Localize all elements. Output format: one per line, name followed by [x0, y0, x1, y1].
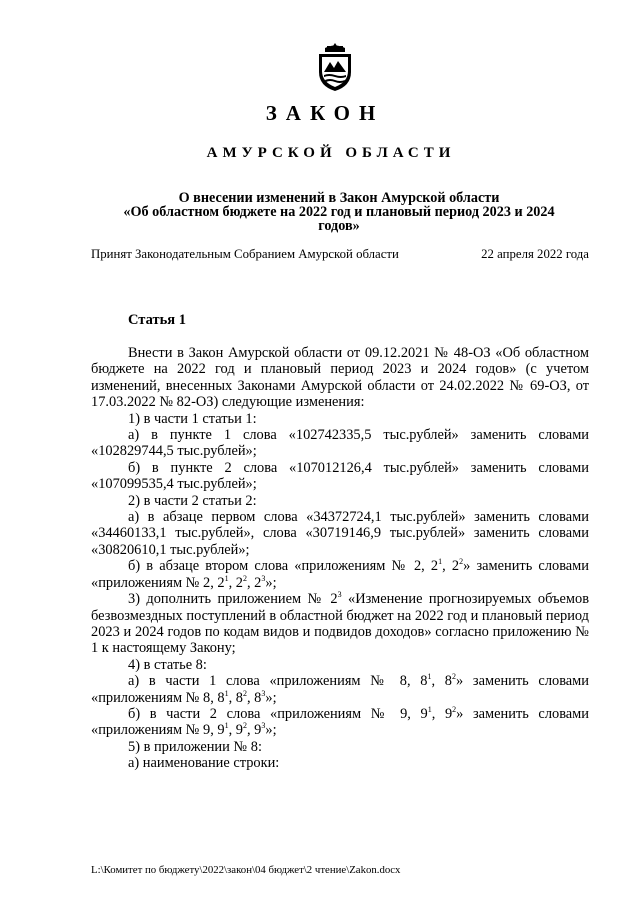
- adoption-line: [91, 247, 589, 262]
- region-title: АМУРСКОЙ ОБЛАСТИ: [206, 145, 456, 161]
- paragraph: а) в части 1 слова «приложениям № 8, $8^1$, $8^2$» заменить словами «приложениям № 8, $8^1$, $8^2$, $8^3$»;: [91, 672, 589, 706]
- subject-line: годов»: [318, 218, 360, 234]
- paragraph: 1) в части 1 статьи 1:: [128, 410, 257, 427]
- paragraph: 3) дополнить приложением № $2^3$ «Изменение прогнозируемых объемов безвозмездных поступлений в областной бюджет на 2022 год и плановый период 2023 и 2024 годов по кодам видов и подвидов доходов» согласно приложению № 1 к настоящему Закону;: [91, 590, 589, 657]
- article-heading: Статья 1: [128, 312, 186, 328]
- paragraph: б) в пункте 2 слова «107012126,4 тыс.рублей» заменить словами «107099535,4 тыс.рублей»;: [91, 459, 589, 493]
- coat-of-arms-icon: [316, 42, 354, 92]
- paragraph: а) в абзаце первом слова «34372724,1 тыс.рублей» заменить словами «34460133,1 тыс.рублей», слова «30719146,9 тыс.рублей» заменить словами «30820610,1 тыс.рублей»;: [91, 509, 589, 558]
- file-path-footer: L:\Комитет по бюджету\2022\закон\04 бюджет\2 чтение\Zakon.docx: [91, 864, 401, 876]
- law-title: ЗАКОН: [265, 101, 385, 125]
- subject-line: О внесении изменений в Закон Амурской области: [178, 190, 500, 206]
- adopted-by: Принят Законодательным Собранием Амурской области: [91, 247, 399, 261]
- subject-line: «Об областном бюджете на 2022 год и плановый период 2023 и 2024: [123, 204, 555, 220]
- paragraph: б) в части 2 слова «приложениям № 9, $9^1$, $9^2$» заменить словами «приложениям № 9, $9^1$, $9^2$, $9^3$»;: [91, 704, 589, 739]
- article-body: [91, 345, 589, 772]
- paragraph: б) в абзаце втором слова «приложениям № 2, $2^1$, $2^2$» заменить словами «приложениям № 2, $2^1$, $2^2$, $2^3$»;: [91, 557, 589, 591]
- paragraph: а) в пункте 1 слова «102742335,5 тыс.рублей» заменить словами «102829744,5 тыс.рублей»;: [91, 427, 589, 460]
- paragraph: 2) в части 2 статьи 2:: [128, 492, 257, 509]
- paragraph: а) наименование строки:: [128, 755, 280, 772]
- law-subject: [100, 191, 578, 233]
- paragraph: 4) в статье 8:: [128, 656, 207, 673]
- adopted-date: 22 апреля 2022 года: [481, 247, 589, 261]
- paragraph: 5) в приложении № 8:: [128, 738, 262, 755]
- paragraph: Внести в Закон Амурской области от 09.12.2021 № 48-ОЗ «Об областном бюджете на 2022 год и плановый период 2023 и 2024 годов» (с учетом изменений, внесенных Законами Амурской области от 24.02.2022 № 69-ОЗ, от 17.03.2022 № 82-ОЗ) следующие изменения:: [91, 345, 589, 411]
